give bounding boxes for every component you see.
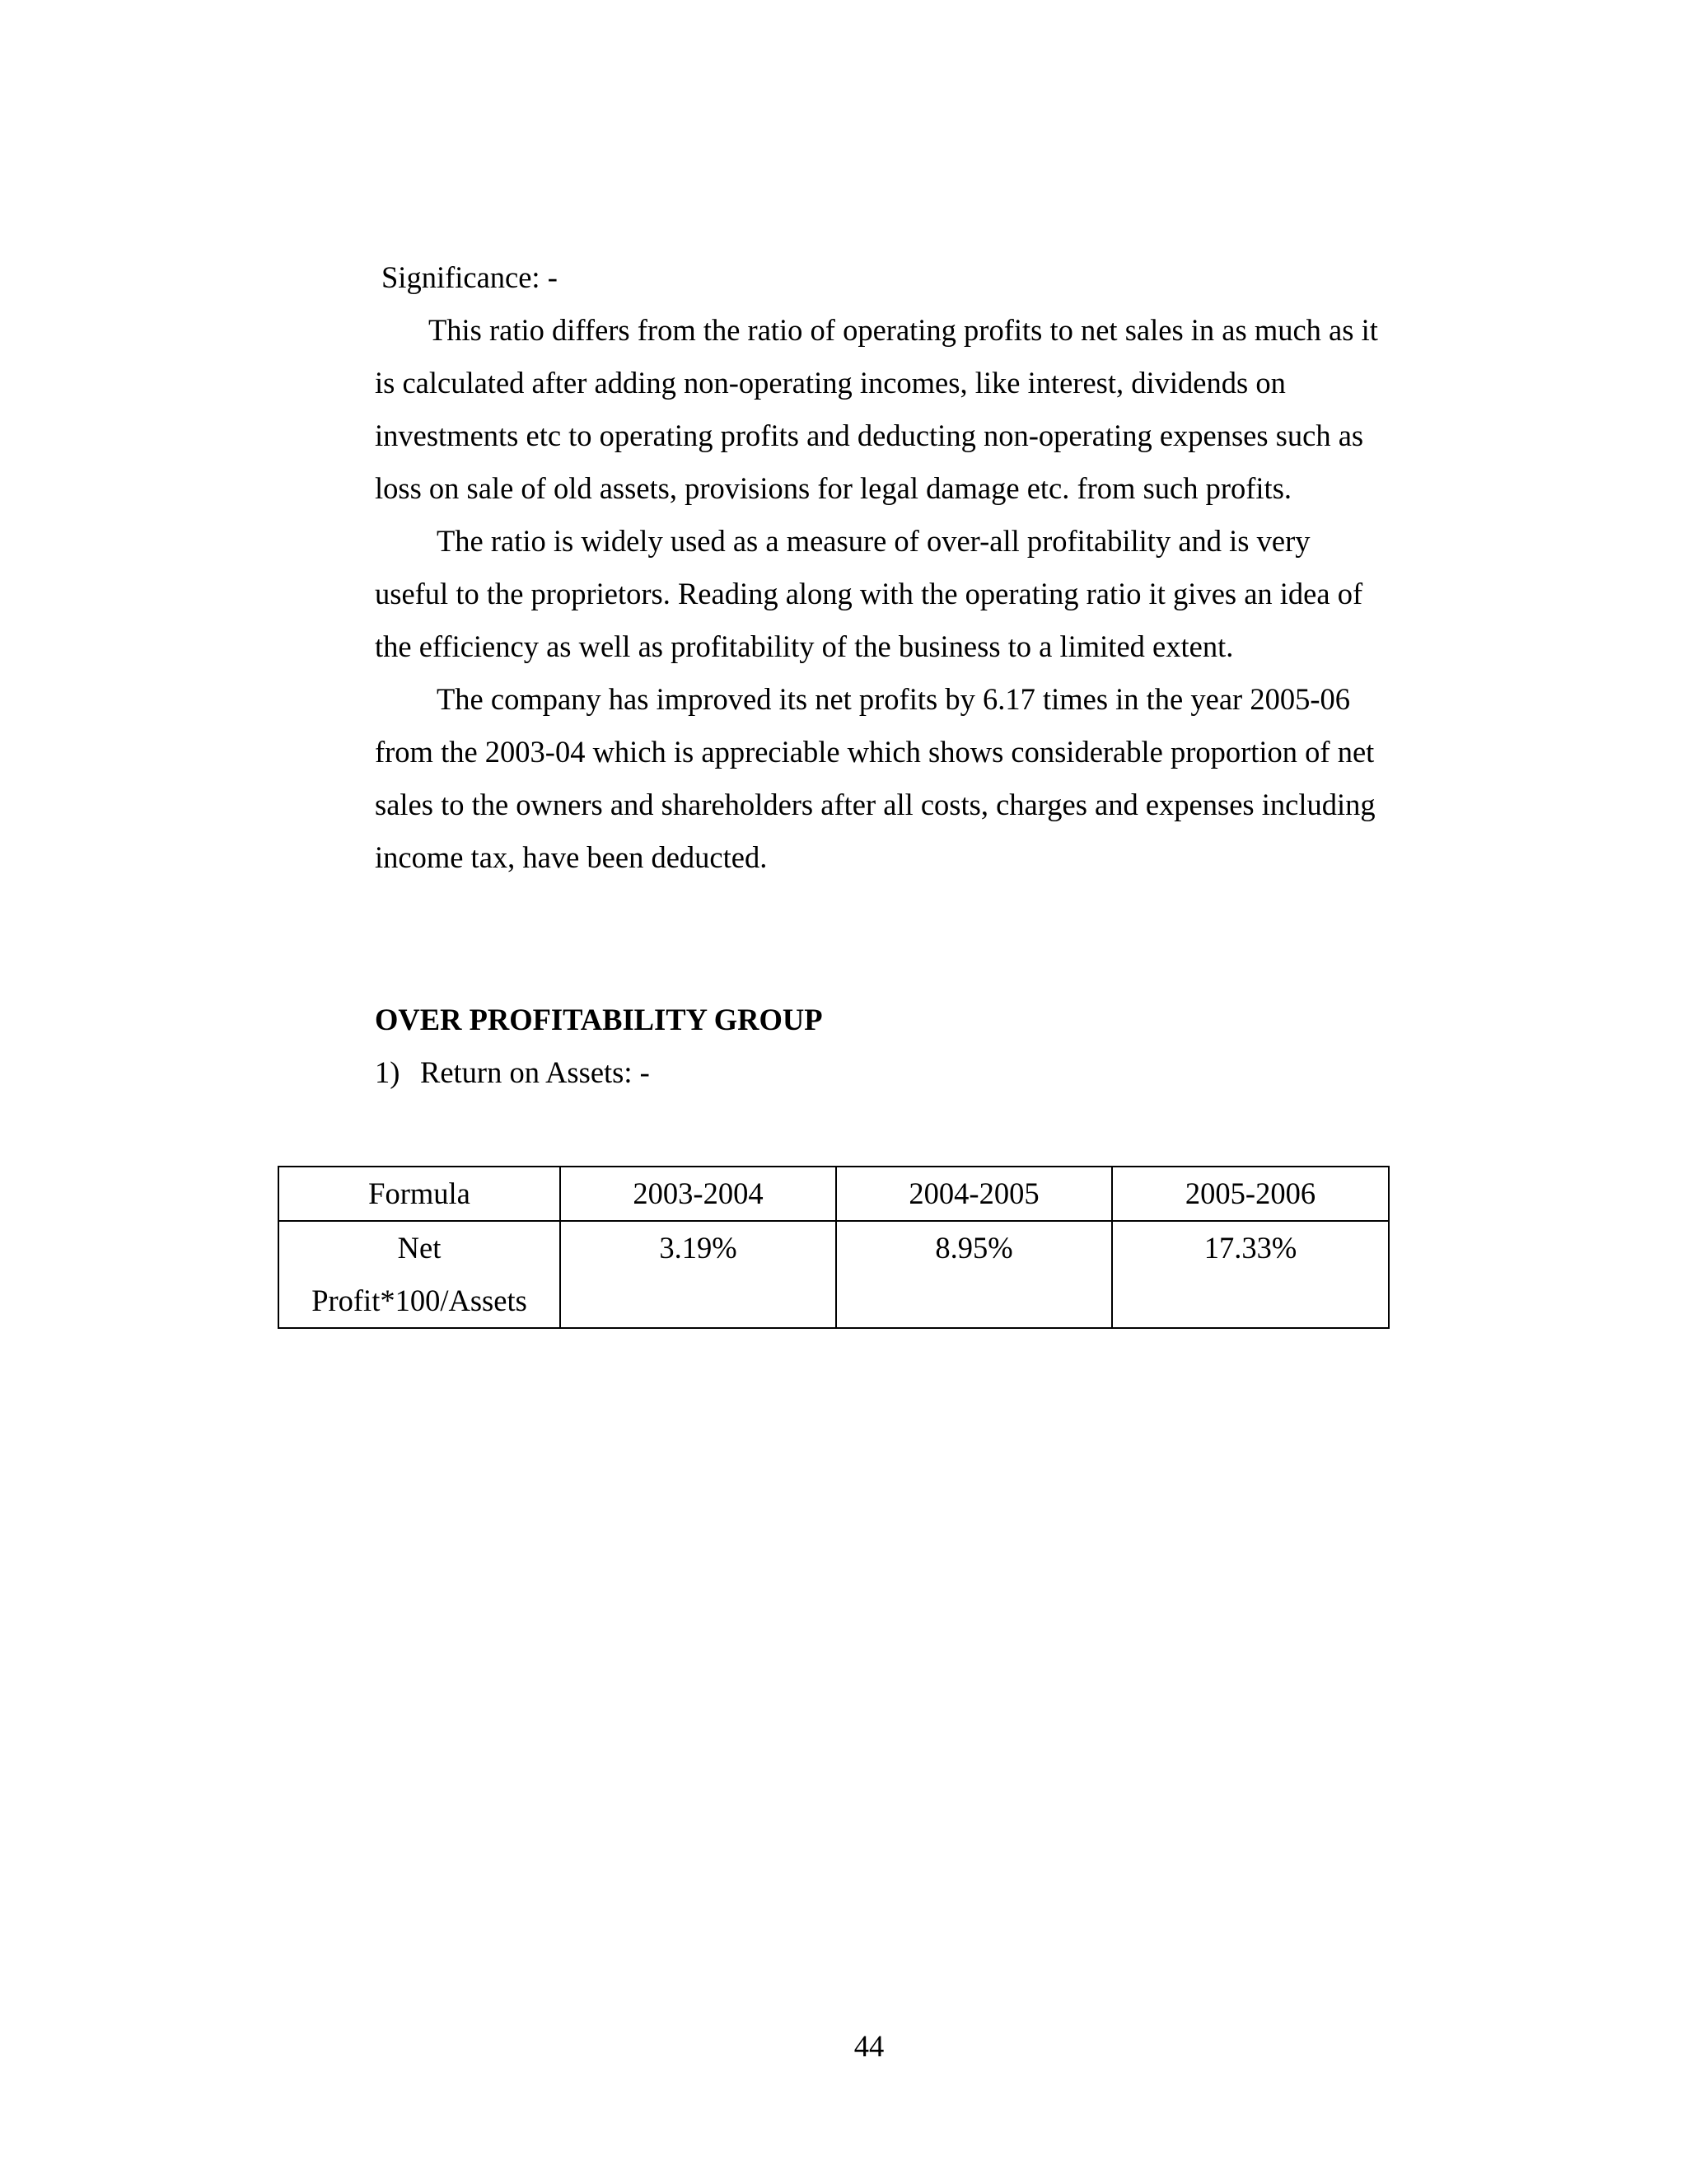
table-header-cell: 2003-2004 [560, 1167, 836, 1221]
table-header-cell: 2005-2006 [1112, 1167, 1389, 1221]
paragraph-2 [375, 515, 1404, 673]
paragraph-3 [375, 673, 1404, 884]
paragraph-line: from the 2003-04 which is appreciable which shows considerable proportion of net [375, 735, 1375, 769]
table-header-cell: 2004-2005 [836, 1167, 1112, 1221]
formula-line: Profit*100/Assets [311, 1284, 527, 1317]
value-cell-2003-2004: 3.19% [560, 1221, 836, 1328]
table-row [278, 1221, 1389, 1328]
paragraph-line: The ratio is widely used as a measure of over-all profitability and is very [437, 524, 1311, 558]
paragraph-line: the efficiency as well as profitability of the business to a limited extent. [375, 629, 1234, 663]
paragraph-line: The company has improved its net profits by 6.17 times in the year 2005-06 [437, 682, 1350, 716]
value-cell-2004-2005: 8.95% [836, 1221, 1112, 1328]
paragraph-line: income tax, have been deducted. [375, 840, 768, 874]
paragraph-line: This ratio differs from the ratio of operating profits to net sales in as much as it [428, 313, 1378, 347]
paragraph-line: investments etc to operating profits and deducting non-operating expenses such as [375, 419, 1364, 452]
section-heading: OVER PROFITABILITY GROUP [375, 1003, 823, 1036]
return-on-assets-table [278, 1166, 1390, 1329]
paragraph-line: loss on sale of old assets, provisions for legal damage etc. from such profits. [375, 471, 1292, 505]
list-item-number: 1) [375, 1055, 400, 1089]
list-item-label: Return on Assets: - [420, 1055, 650, 1089]
table-header-row [278, 1167, 1389, 1221]
page-number: 44 [853, 2029, 885, 2063]
paragraph-line: is calculated after adding non-operating incomes, like interest, dividends on [375, 366, 1286, 400]
list-item-return-on-assets [375, 1046, 650, 1099]
paragraph-line: useful to the proprietors. Reading along with the operating ratio it gives an idea of [375, 577, 1363, 610]
significance-label: Significance: - [381, 260, 558, 294]
paragraph-1 [375, 304, 1404, 515]
formula-cell [278, 1221, 560, 1328]
paragraph-line: sales to the owners and shareholders after all costs, charges and expenses including [375, 788, 1376, 821]
formula-line: Net [397, 1231, 442, 1265]
table-header-cell: Formula [278, 1167, 560, 1221]
value-cell-2005-2006: 17.33% [1112, 1221, 1389, 1328]
